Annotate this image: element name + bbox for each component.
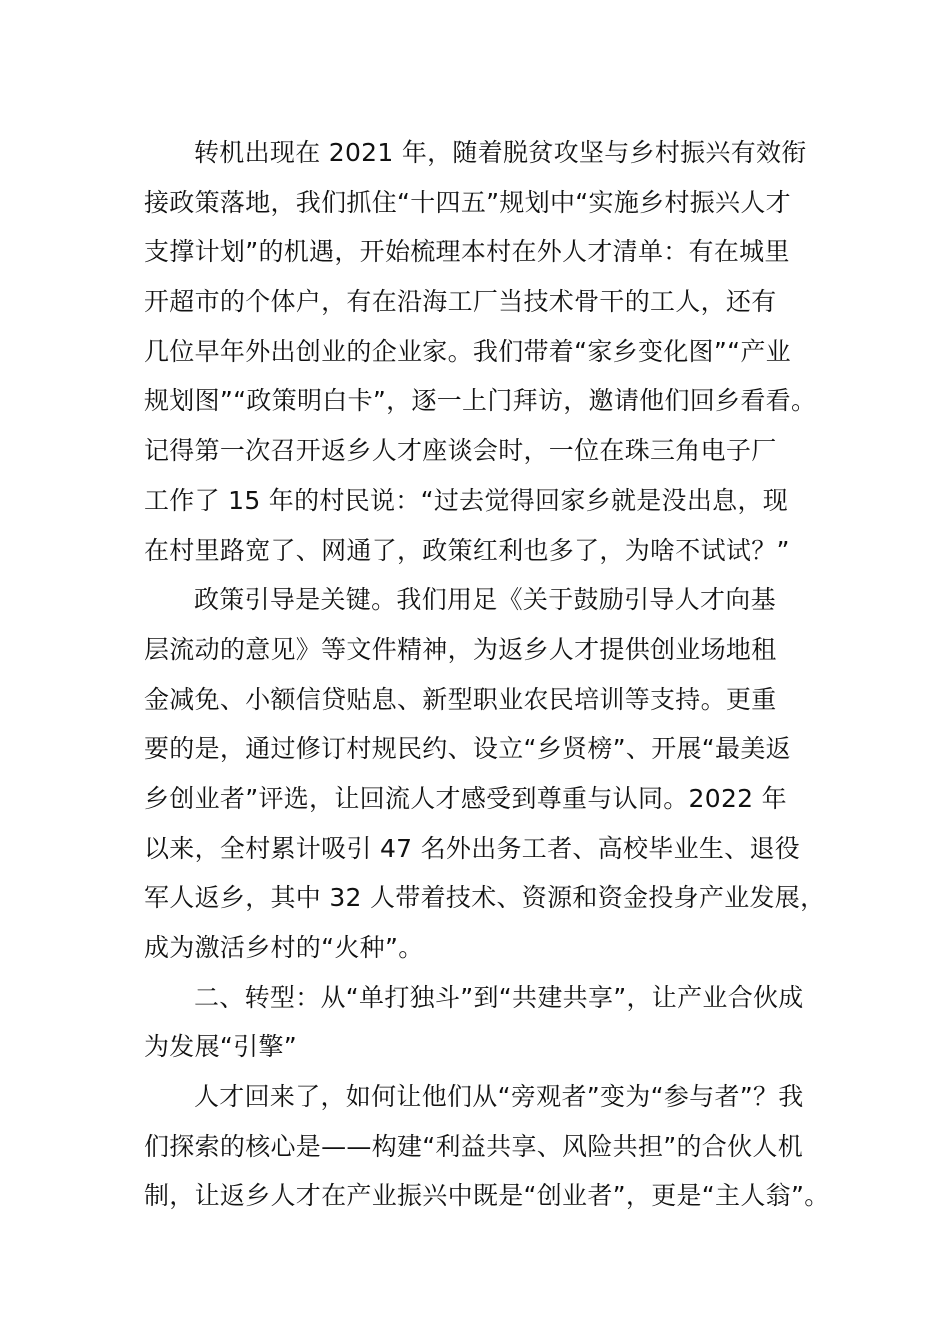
text-line: 转机出现在 2021 年，随着脱贫攻坚与乡村振兴有效衔 [194,138,807,167]
text-line: 几位早年外出创业的企业家。我们带着“家乡变化图”“产业 [144,336,791,366]
text-line: 为发展“引擎” [144,1032,298,1062]
text-line: 工作了 15 年的村民说：“过去觉得回家乡就是没出息，现 [144,485,789,515]
text-line: 金减免、小额信贷贴息、新型职业农民培训等支持。更重 [144,684,777,714]
text-line: 政策引导是关键。我们用足《关于鼓励引导人才向基 [194,585,776,615]
text-line: 在村里路宽了、网通了，政策红利也多了，为啥不试试？” [144,535,790,565]
text-line: 制，让返乡人才在产业振兴中既是“创业者”，更是“主人翁”。 [144,1181,830,1211]
text-line: 层流动的意见》等文件精神，为返乡人才提供创业场地租 [144,634,777,664]
text-line: 要的是，通过修订村规民约、设立“乡贤榜”、开展“最美返 [144,734,791,764]
text-line: 人才回来了，如何让他们从“旁观者”变为“参与者”？我 [194,1082,804,1112]
document-body [144,128,834,1221]
text-line: 记得第一次召开返乡人才座谈会时，一位在珠三角电子厂 [144,436,777,466]
text-line: 支撑计划”的机遇，开始梳理本村在外人才清单：有在城里 [144,237,790,267]
text-line: 以来，全村累计吸引 47 名外出务工者、高校毕业生、退役 [144,833,801,863]
text-line: 成为激活乡村的“火种”。 [144,933,424,962]
text-line: 规划图”“政策明白卡”，逐一上门拜访，邀请他们回乡看看。 [144,386,817,416]
text-line: 乡创业者”评选，让回流人才感受到尊重与认同。2022 年 [144,783,787,813]
text-line: 军人返乡，其中 32 人带着技术、资源和资金投身产业发展， [144,883,826,913]
text-line: 接政策落地，我们抓住“十四五”规划中“实施乡村振兴人才 [144,187,791,217]
text-line: 们探索的核心是——构建“利益共享、风险共担”的合伙人机 [144,1131,804,1161]
text-line: 二、转型：从“单打独斗”到“共建共享”，让产业合伙成 [194,982,804,1012]
text-line: 开超市的个体户，有在沿海工厂当技术骨干的工人，还有 [144,287,777,317]
